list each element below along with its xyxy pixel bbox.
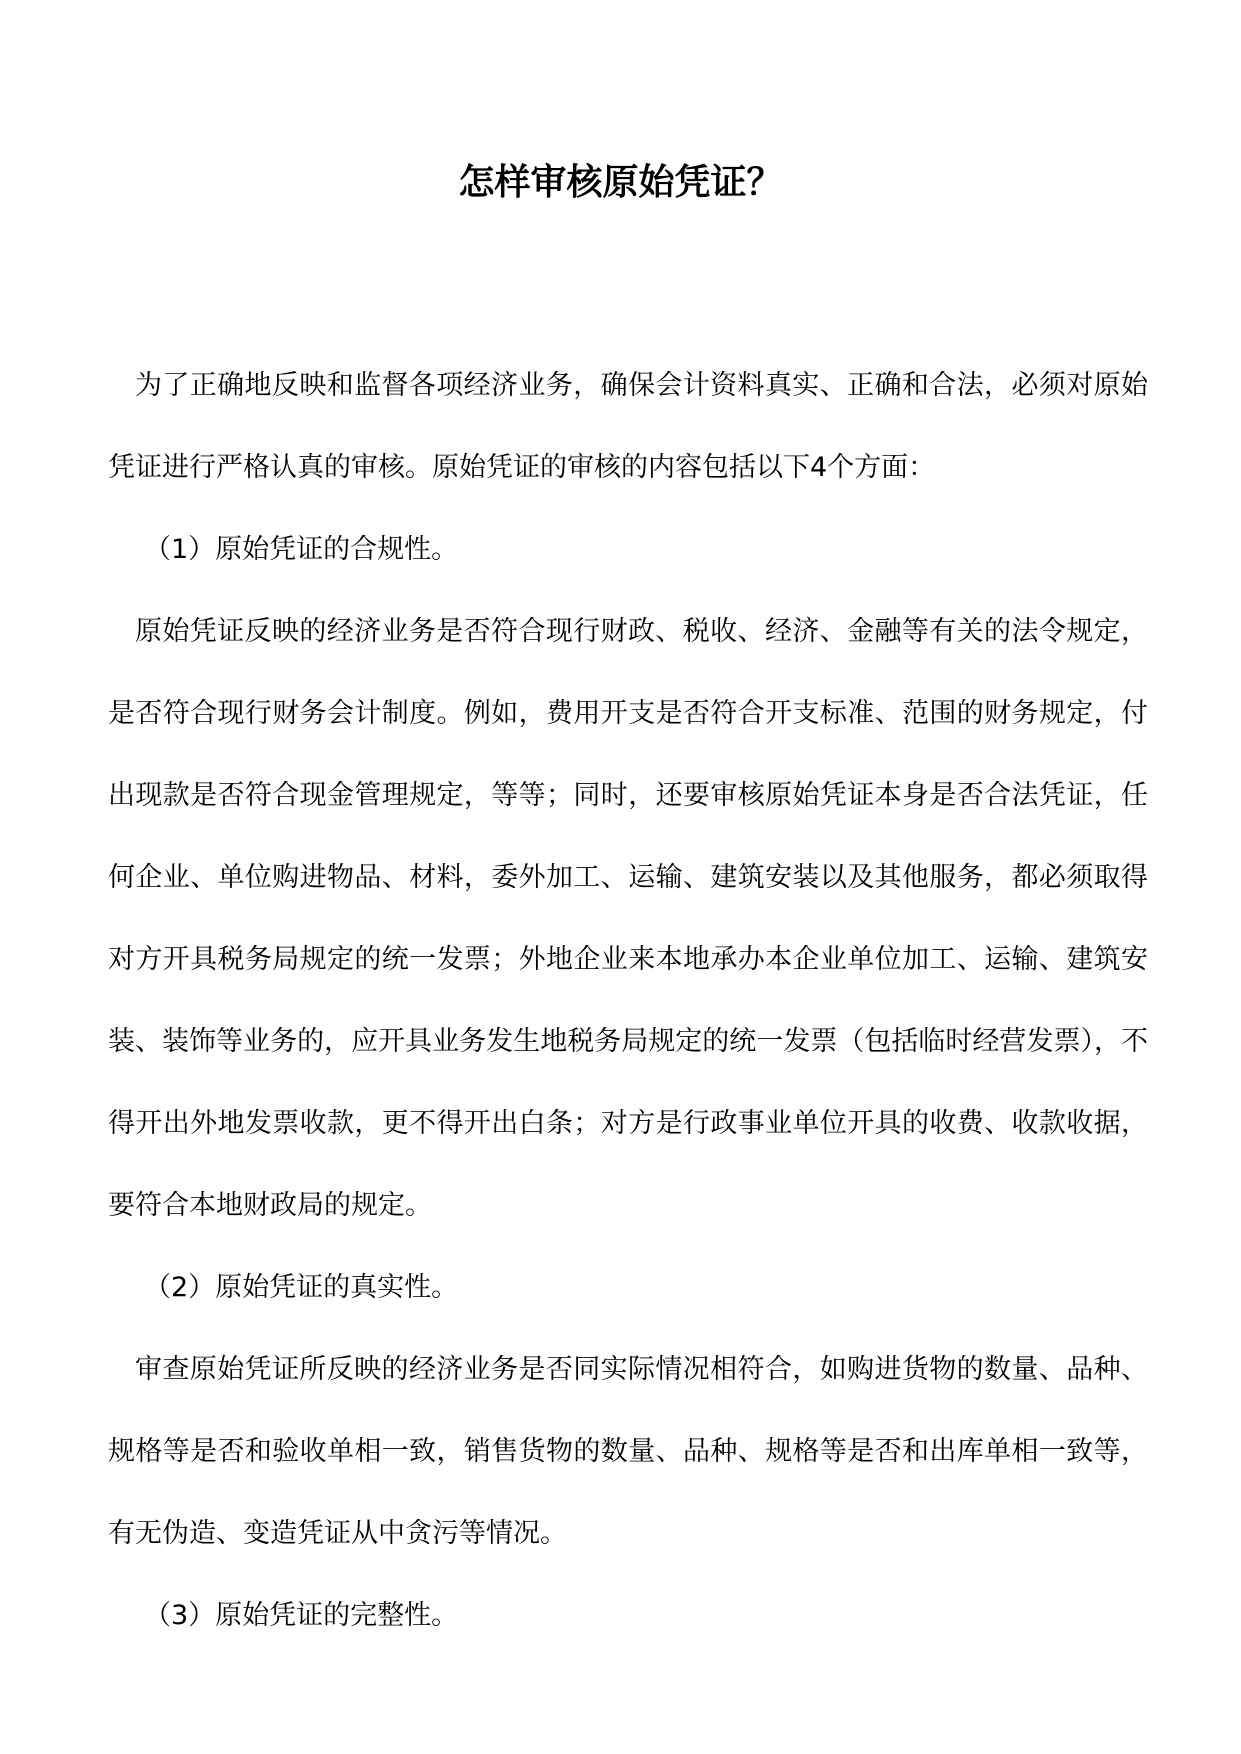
paragraph-compliance: 原始凭证反映的经济业务是否符合现行财政、税收、经济、金融等有关的法令规定，是否符合现行财务会计制度。例如，费用开支是否符合开支标准、范围的财务规定，付出现款是否符合现金管理规定，等等；同时，还要审核原始凭证本身是否合法凭证，任何企业、单位购进物品、材料，委外加工、运输、建筑安装以及其他服务，都必须取得对方开具税务局规定的统一发票；外地企业来本地承办本企业单位加工、运输、建筑安装、装饰等业务的，应开具业务发生地税务局规定的统一发票（包括临时经营发票），不得开出外地发票收款，更不得开出白条；对方是行政事业单位开具的收费、收款收据，要符合本地财政局的规定。	[108, 616, 1148, 1221]
section-heading-authenticity: （2）原始凭证的真实性。	[144, 1272, 459, 1303]
paragraph-authenticity: 审查原始凭证所反映的经济业务是否同实际情况相符合，如购进货物的数量、品种、规格等是否和验收单相一致，销售货物的数量、品种、规格等是否和出库单相一致等，有无伪造、变造凭证从中贪污等情况。	[108, 1354, 1148, 1549]
section-heading-completeness: （3）原始凭证的完整性。	[144, 1600, 459, 1631]
document-title: 怎样审核原始凭证？	[458, 161, 783, 203]
section-heading-compliance: （1）原始凭证的合规性。	[144, 534, 459, 565]
paragraph-intro: 为了正确地反映和监督各项经济业务，确保会计资料真实、正确和合法，必须对原始凭证进行严格认真的审核。原始凭证的审核的内容包括以下4个方面：	[108, 370, 1148, 483]
document-body	[108, 345, 1148, 1657]
